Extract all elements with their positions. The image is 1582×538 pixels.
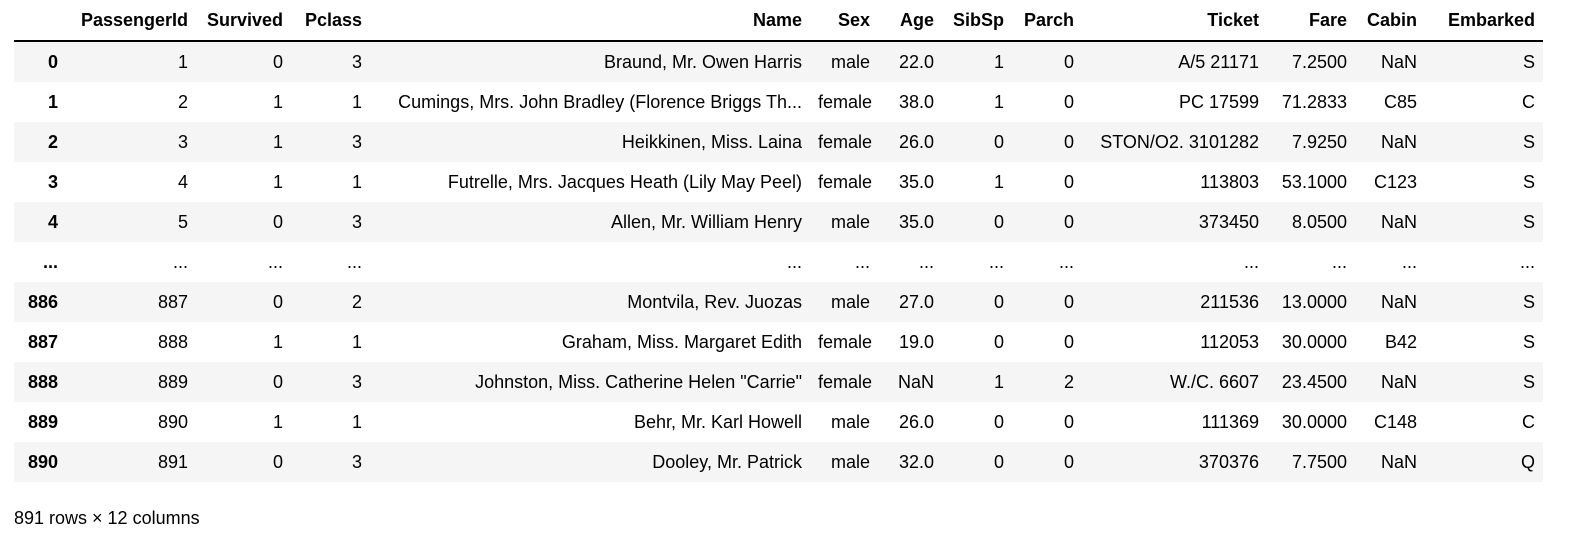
column-header-ticket: Ticket	[1082, 0, 1267, 41]
row-index: 3	[47, 172, 58, 192]
cell-passengerid: 5	[177, 212, 188, 232]
cell-parch: 0	[1063, 172, 1074, 192]
table-row	[14, 82, 1543, 122]
cell-embarked: S	[1522, 332, 1535, 352]
cell-pclass: 2	[351, 292, 362, 312]
column-header-pclass: Pclass	[291, 0, 370, 41]
cell-passengerid: 4	[177, 172, 188, 192]
column-header-age: Age	[878, 0, 942, 41]
index-corner-header	[14, 0, 66, 41]
cell-sex: male	[830, 52, 870, 72]
cell-passengerid: 891	[157, 452, 188, 472]
cell-ticket: ...	[1243, 252, 1259, 272]
cell-ticket: W./C. 6607	[1169, 372, 1259, 392]
cell-pclass: 3	[351, 212, 362, 232]
cell-cabin: C148	[1373, 412, 1417, 432]
cell-survived: 1	[272, 332, 283, 352]
cell-sibsp: 1	[993, 172, 1004, 192]
cell-ticket: 373450	[1198, 212, 1259, 232]
cell-name: Graham, Miss. Margaret Edith	[561, 332, 802, 352]
row-index: 887	[27, 332, 58, 352]
column-header-survived: Survived	[196, 0, 291, 41]
row-index: 1	[47, 92, 58, 112]
cell-passengerid: 2	[177, 92, 188, 112]
cell-cabin: C85	[1383, 92, 1417, 112]
cell-pclass: 3	[351, 132, 362, 152]
dataframe-table	[14, 0, 1543, 482]
table-row	[14, 282, 1543, 322]
dataframe-shape-summary: 891 rows × 12 columns	[14, 508, 200, 528]
cell-name: Allen, Mr. William Henry	[610, 212, 802, 232]
cell-cabin: B42	[1384, 332, 1417, 352]
cell-survived: 1	[272, 132, 283, 152]
cell-passengerid: 3	[177, 132, 188, 152]
cell-sex: male	[830, 212, 870, 232]
cell-ticket: PC 17599	[1178, 92, 1259, 112]
cell-ticket: STON/O2. 3101282	[1100, 132, 1259, 152]
cell-sex: female	[818, 372, 873, 392]
cell-name: ...	[786, 252, 802, 272]
cell-embarked: S	[1522, 132, 1535, 152]
cell-age: ...	[918, 252, 934, 272]
row-index: 890	[27, 452, 58, 472]
row-index: 2	[47, 132, 58, 152]
cell-age: 22.0	[898, 52, 934, 72]
cell-ticket: 113803	[1200, 172, 1259, 192]
table-row	[14, 402, 1543, 442]
cell-sex: female	[818, 332, 873, 352]
column-header-fare: Fare	[1267, 0, 1355, 41]
cell-pclass: 3	[351, 372, 362, 392]
cell-passengerid: 889	[157, 372, 188, 392]
cell-sibsp: 1	[993, 372, 1004, 392]
cell-ticket: 111369	[1201, 412, 1259, 432]
cell-age: 19.0	[898, 332, 934, 352]
cell-ticket: 211536	[1200, 292, 1259, 312]
cell-parch: 0	[1063, 292, 1074, 312]
cell-cabin: NaN	[1380, 132, 1417, 152]
cell-survived: ...	[267, 252, 283, 272]
cell-passengerid: 887	[157, 292, 188, 312]
cell-ticket: 370376	[1198, 452, 1259, 472]
table-row	[14, 442, 1543, 482]
cell-pclass: 3	[351, 52, 362, 72]
column-header-passengerid: PassengerId	[66, 0, 196, 41]
cell-embarked: S	[1522, 172, 1535, 192]
cell-fare: 7.7500	[1291, 452, 1347, 472]
cell-cabin: NaN	[1380, 52, 1417, 72]
column-header-cabin: Cabin	[1355, 0, 1425, 41]
column-header-name: Name	[370, 0, 810, 41]
cell-sibsp: 0	[993, 292, 1004, 312]
cell-survived: 0	[272, 212, 283, 232]
cell-survived: 0	[272, 52, 283, 72]
cell-fare: 71.2833	[1281, 92, 1347, 112]
cell-age: NaN	[897, 372, 934, 392]
cell-sibsp: ...	[988, 252, 1004, 272]
cell-age: 38.0	[898, 92, 934, 112]
cell-embarked: S	[1522, 372, 1535, 392]
cell-parch: 0	[1063, 132, 1074, 152]
cell-fare: 53.1000	[1281, 172, 1347, 192]
cell-passengerid: 1	[177, 52, 188, 72]
cell-parch: 0	[1063, 212, 1074, 232]
cell-sex: female	[818, 172, 873, 192]
cell-survived: 0	[272, 452, 283, 472]
header-row	[14, 0, 1543, 41]
row-index: 886	[27, 292, 58, 312]
cell-embarked: S	[1522, 292, 1535, 312]
cell-fare: 23.4500	[1281, 372, 1347, 392]
cell-name: Dooley, Mr. Patrick	[652, 452, 802, 472]
cell-pclass: 1	[351, 412, 362, 432]
cell-embarked: C	[1522, 412, 1535, 432]
cell-parch: 0	[1063, 332, 1074, 352]
table-row	[14, 122, 1543, 162]
cell-name: Braund, Mr. Owen Harris	[603, 52, 802, 72]
cell-cabin: ...	[1401, 252, 1417, 272]
cell-sex: ...	[854, 252, 870, 272]
column-header-parch: Parch	[1012, 0, 1082, 41]
table-row	[14, 362, 1543, 402]
row-index: 4	[47, 212, 58, 232]
cell-name: Heikkinen, Miss. Laina	[621, 132, 802, 152]
cell-passengerid: 890	[157, 412, 188, 432]
cell-pclass: 3	[351, 452, 362, 472]
cell-embarked: S	[1522, 212, 1535, 232]
cell-age: 35.0	[898, 212, 934, 232]
cell-embarked: S	[1522, 52, 1535, 72]
cell-name: Cumings, Mrs. John Bradley (Florence Briggs Th...	[398, 92, 802, 112]
cell-survived: 1	[272, 92, 283, 112]
cell-passengerid: 888	[157, 332, 188, 352]
cell-sibsp: 1	[993, 92, 1004, 112]
cell-name: Behr, Mr. Karl Howell	[633, 412, 802, 432]
cell-cabin: NaN	[1380, 292, 1417, 312]
cell-age: 26.0	[898, 412, 934, 432]
cell-embarked: ...	[1519, 252, 1535, 272]
column-header-sex: Sex	[810, 0, 878, 41]
column-header-embarked: Embarked	[1425, 0, 1543, 41]
cell-fare: 7.9250	[1291, 132, 1347, 152]
table-row	[14, 242, 1543, 282]
cell-pclass: 1	[351, 92, 362, 112]
table-row	[14, 162, 1543, 202]
cell-survived: 1	[272, 412, 283, 432]
cell-pclass: 1	[351, 332, 362, 352]
cell-fare: 30.0000	[1281, 412, 1347, 432]
cell-parch: 0	[1063, 92, 1074, 112]
cell-embarked: Q	[1520, 452, 1535, 472]
cell-sex: male	[830, 452, 870, 472]
cell-passengerid: ...	[172, 252, 188, 272]
cell-age: 26.0	[898, 132, 934, 152]
cell-ticket: 112053	[1200, 332, 1259, 352]
cell-fare: ...	[1331, 252, 1347, 272]
cell-sex: male	[830, 292, 870, 312]
cell-survived: 0	[272, 372, 283, 392]
cell-cabin: NaN	[1380, 372, 1417, 392]
cell-sex: female	[818, 132, 873, 152]
cell-sibsp: 0	[993, 132, 1004, 152]
cell-sex: male	[830, 412, 870, 432]
cell-name: Montvila, Rev. Juozas	[627, 292, 802, 312]
cell-sibsp: 0	[993, 412, 1004, 432]
cell-age: 32.0	[898, 452, 934, 472]
column-header-sibsp: SibSp	[942, 0, 1012, 41]
cell-cabin: C123	[1373, 172, 1417, 192]
cell-survived: 1	[272, 172, 283, 192]
cell-fare: 8.0500	[1291, 212, 1347, 232]
table-row	[14, 322, 1543, 362]
cell-parch: 0	[1063, 412, 1074, 432]
row-index: 0	[47, 52, 58, 72]
cell-parch: 2	[1063, 372, 1074, 392]
cell-parch: 0	[1063, 452, 1074, 472]
cell-sibsp: 0	[993, 452, 1004, 472]
cell-sex: female	[818, 92, 873, 112]
cell-cabin: NaN	[1380, 452, 1417, 472]
cell-cabin: NaN	[1380, 212, 1417, 232]
table-row	[14, 202, 1543, 242]
cell-age: 27.0	[898, 292, 934, 312]
cell-fare: 30.0000	[1281, 332, 1347, 352]
cell-fare: 7.2500	[1291, 52, 1347, 72]
row-index: ...	[42, 252, 58, 272]
row-index: 889	[27, 412, 58, 432]
cell-name: Johnston, Miss. Catherine Helen "Carrie"	[475, 372, 802, 392]
cell-ticket: A/5 21171	[1178, 52, 1259, 72]
cell-sibsp: 1	[993, 52, 1004, 72]
table-header	[14, 0, 1543, 41]
cell-name: Futrelle, Mrs. Jacques Heath (Lily May Peel)	[447, 172, 802, 192]
cell-sibsp: 0	[993, 332, 1004, 352]
cell-pclass: 1	[351, 172, 362, 192]
cell-age: 35.0	[898, 172, 934, 192]
cell-survived: 0	[272, 292, 283, 312]
table-body	[14, 41, 1543, 482]
cell-fare: 13.0000	[1281, 292, 1347, 312]
table-row	[14, 41, 1543, 82]
cell-parch: 0	[1063, 52, 1074, 72]
cell-sibsp: 0	[993, 212, 1004, 232]
cell-parch: ...	[1058, 252, 1074, 272]
cell-embarked: C	[1522, 92, 1535, 112]
row-index: 888	[27, 372, 58, 392]
cell-pclass: ...	[346, 252, 362, 272]
